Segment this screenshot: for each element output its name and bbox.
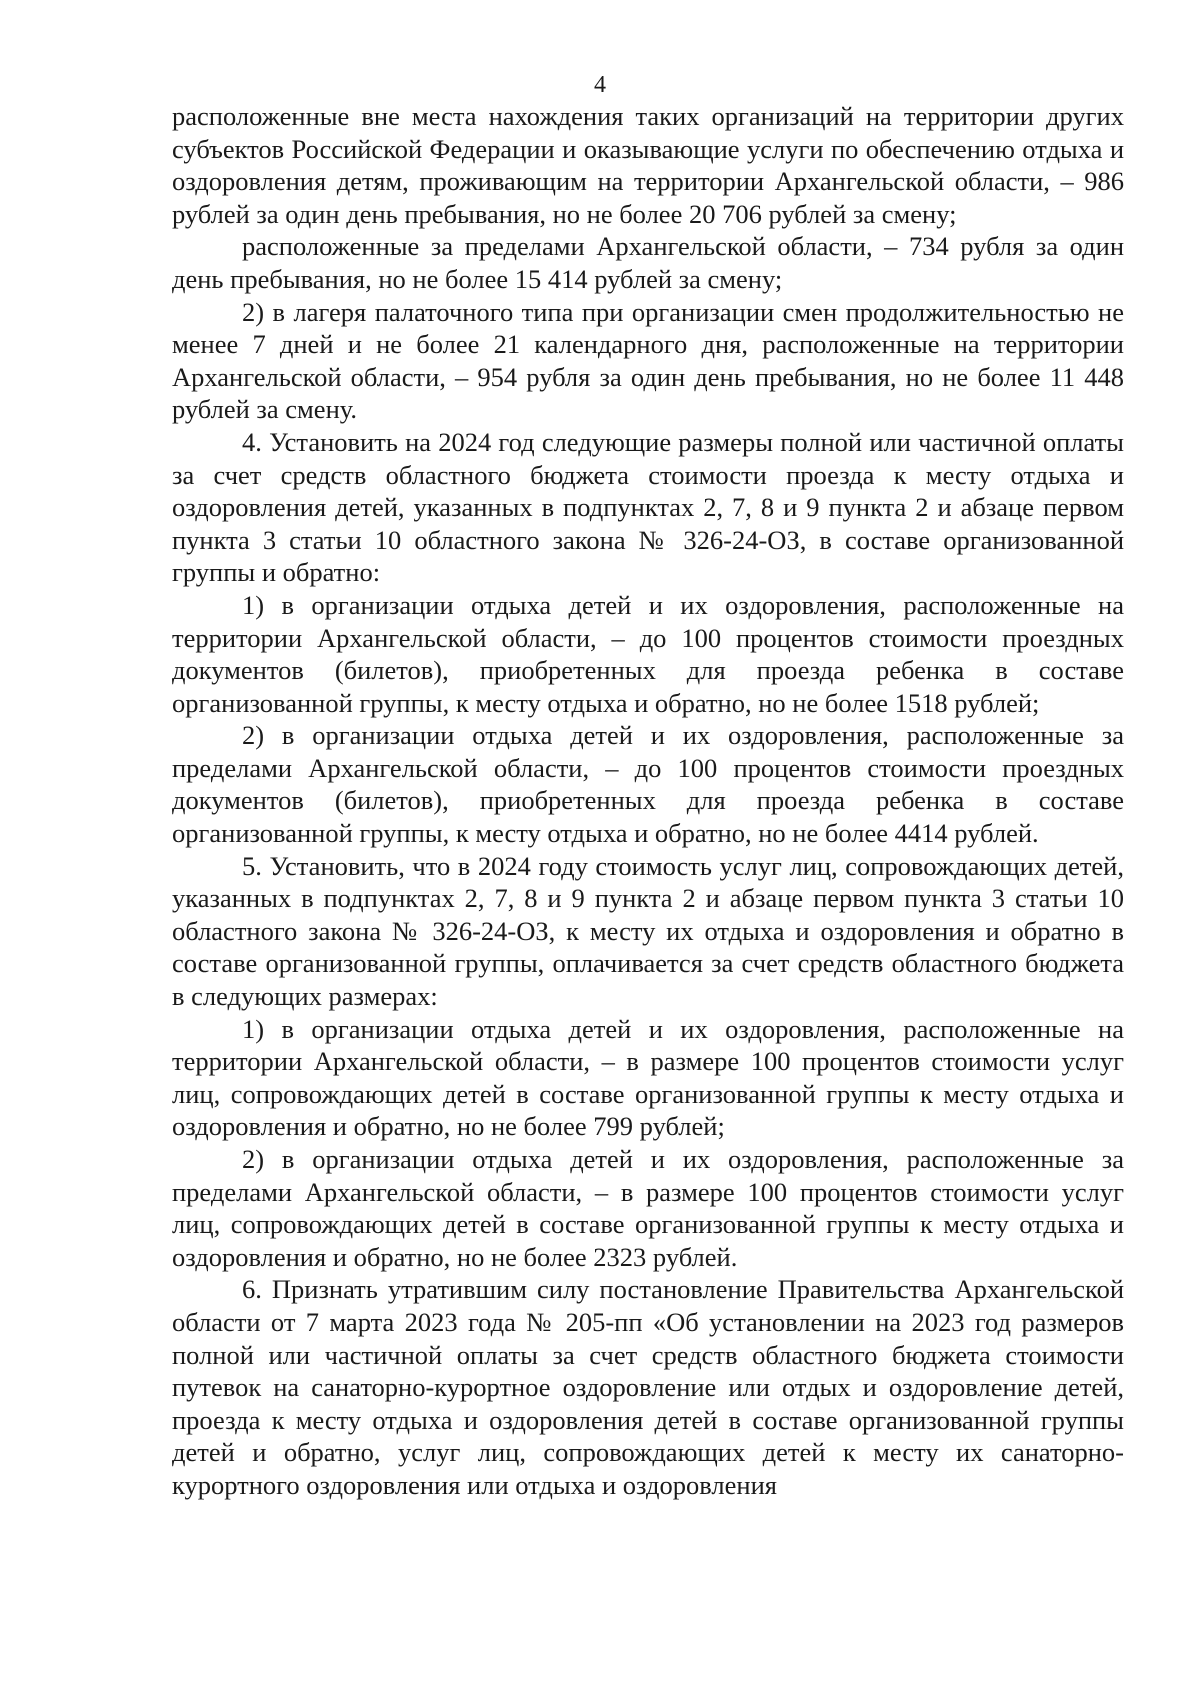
paragraph-tent-camps: 2) в лагеря палаточного типа при организации смен продолжительностью не менее 7 дней и не более 21 календарного дня, расположенные на территории Архангельской области, – 954 рубля за один день пребывания, но не более 11 448 рублей за смену. xyxy=(172,296,1124,425)
paragraph-item-6: 6. Признать утратившим силу постановление Правительства Архангельской области от 7 марта 2023 года № 205-пп «Об установлении на 2023 год размеров полной или частичной оплаты за счет средств областного бюджета стоимости путевок на санаторно-курортное оздоровление или отдых и оздоровление детей, проезда к месту отдыха и оздоровления детей в составе организованной группы детей и обратно, услуг лиц, сопровождающих детей к месту их санаторно-курортного оздоровления или отдыха и оздоровления xyxy=(172,1274,1124,1500)
paragraph-item-5-1: 1) в организации отдыха детей и их оздоровления, расположенные на территории Архангельской области, – в размере 100 процентов стоимости услуг лиц, сопровождающих детей в составе организованной группы к месту отдыха и оздоровления и обратно, но не более 799 рублей; xyxy=(172,1013,1124,1142)
paragraph-item-5-2: 2) в организации отдыха детей и их оздоровления, расположенные за пределами Архангельской области, – в размере 100 процентов стоимости услуг лиц, сопровождающих детей в составе организованной группы к месту отдыха и оздоровления и обратно, но не более 2323 рублей. xyxy=(172,1144,1124,1272)
paragraph-outside-region: расположенные за пределами Архангельской области, – 734 рубля за один день пребывания, но не более 15 414 рублей за смену; xyxy=(172,231,1124,294)
paragraph-item-4-2: 2) в организации отдыха детей и их оздоровления, расположенные за пределами Архангельской области, – до 100 процентов стоимости проездных документов (билетов), приобретенных для проезда ребенка в составе организованной группы, к месту отдыха и обратно, но не более 4414 рублей. xyxy=(172,720,1124,849)
paragraph-item-4: 4. Установить на 2024 год следующие размеры полной или частичной оплаты за счет средств областного бюджета стоимости проезда к месту отдыха и оздоровления детей, указанных в подпунктах 2, 7, 8 и 9 пункта 2 и абзаце первом пункта 3 статьи 10 областного закона № 326-24-ОЗ, в составе организованной группы и обратно: xyxy=(172,426,1124,588)
document-body xyxy=(172,100,1124,1502)
paragraph-item-5: 5. Установить, что в 2024 году стоимость услуг лиц, сопровождающих детей, указанных в подпунктах 2, 7, 8 и 9 пункта 2 и абзаце первом пункта 3 статьи 10 областного закона № 326-24-ОЗ, к месту их отдыха и оздоровления и обратно в составе организованной группы, оплачивается за счет средств областного бюджета в следующих размерах: xyxy=(172,850,1124,1012)
page-number: 4 xyxy=(594,72,606,98)
paragraph-continuation: расположенные вне места нахождения таких организаций на территории других субъектов Российской Федерации и оказывающие услуги по обеспечению отдыха и оздоровления детям, проживающим на территории Архангельской области, – 986 рублей за один день пребывания, но не более 20 706 рублей за смену; xyxy=(172,101,1124,229)
paragraph-item-4-1: 1) в организации отдыха детей и их оздоровления, расположенные на территории Архангельской области, – до 100 процентов стоимости проездных документов (билетов), приобретенных для проезда ребенка в составе организованной группы, к месту отдыха и обратно, но не более 1518 рублей; xyxy=(172,589,1124,718)
